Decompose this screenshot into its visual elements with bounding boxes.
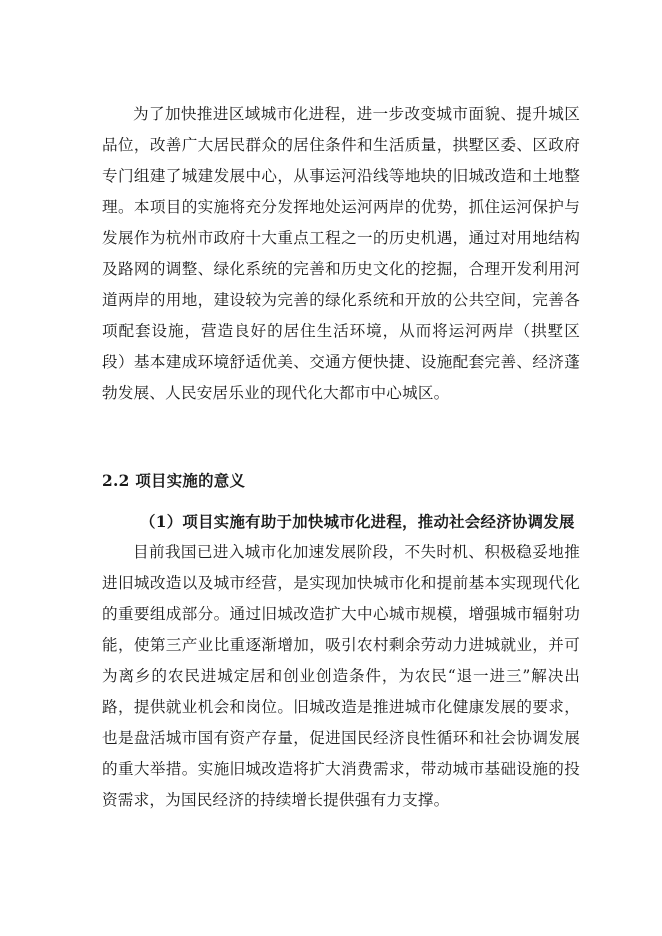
body-paragraph-urbanization-goals: 为了加快推进区域城市化进程，进一步改变城市面貌、提升城区品位，改善广大居民群众的居住条件和生活质量，拱墅区委、区政府专门组建了城建发展中心，从事运河沿线等地块的旧城改造和土地整理。本项目的实施将充分发挥地处运河两岸的优势，抓住运河保护与发展作为杭州市政府十大重点工程之一的历史机遇，通过对用地结构及路网的调整、绿化系统的完善和历史文化的挖掘，合理开发利用河道两岸的用地，建设较为完善的绿化系统和开放的公共空间，完善各项配套设施，营造良好的居住生活环境，从而将运河两岸（拱墅区段）基本建成环境舒适优美、交通方便快捷、设施配套完善、经济蓬勃发展、人民安居乐业的现代化大都市中心城区。: [102, 105, 580, 402]
sub-heading: （1）项目实施有助于加快城市化进程，推动社会经济协调发展: [140, 513, 575, 531]
body-paragraph-significance: 目前我国已进入城市化加速发展阶段，不失时机、积极稳妥地推进旧城改造以及城市经营，是实现加快城市化和提前基本实现现代化的重要组成部分。通过旧城改造扩大中心城市规模，增强城市辐射功能，使第三产业比重逐渐增加，吸引农村剩余劳动力进城就业，并可为离乡的农民进城定居和创业创造条件，为农民“退一进三”解决出路，提供就业机会和岗位。旧城改造是推进城市化健康发展的要求，也是盘活城市国有资产存量，促进国民经济良性循环和社会协调发展的重大举措。实施旧城改造将扩大消费需求，带动城市基础设施的投资需求，为国民经济的持续增长提供强有力支撑。: [102, 543, 580, 809]
section-heading: 2.2 项目实施的意义: [102, 472, 246, 490]
